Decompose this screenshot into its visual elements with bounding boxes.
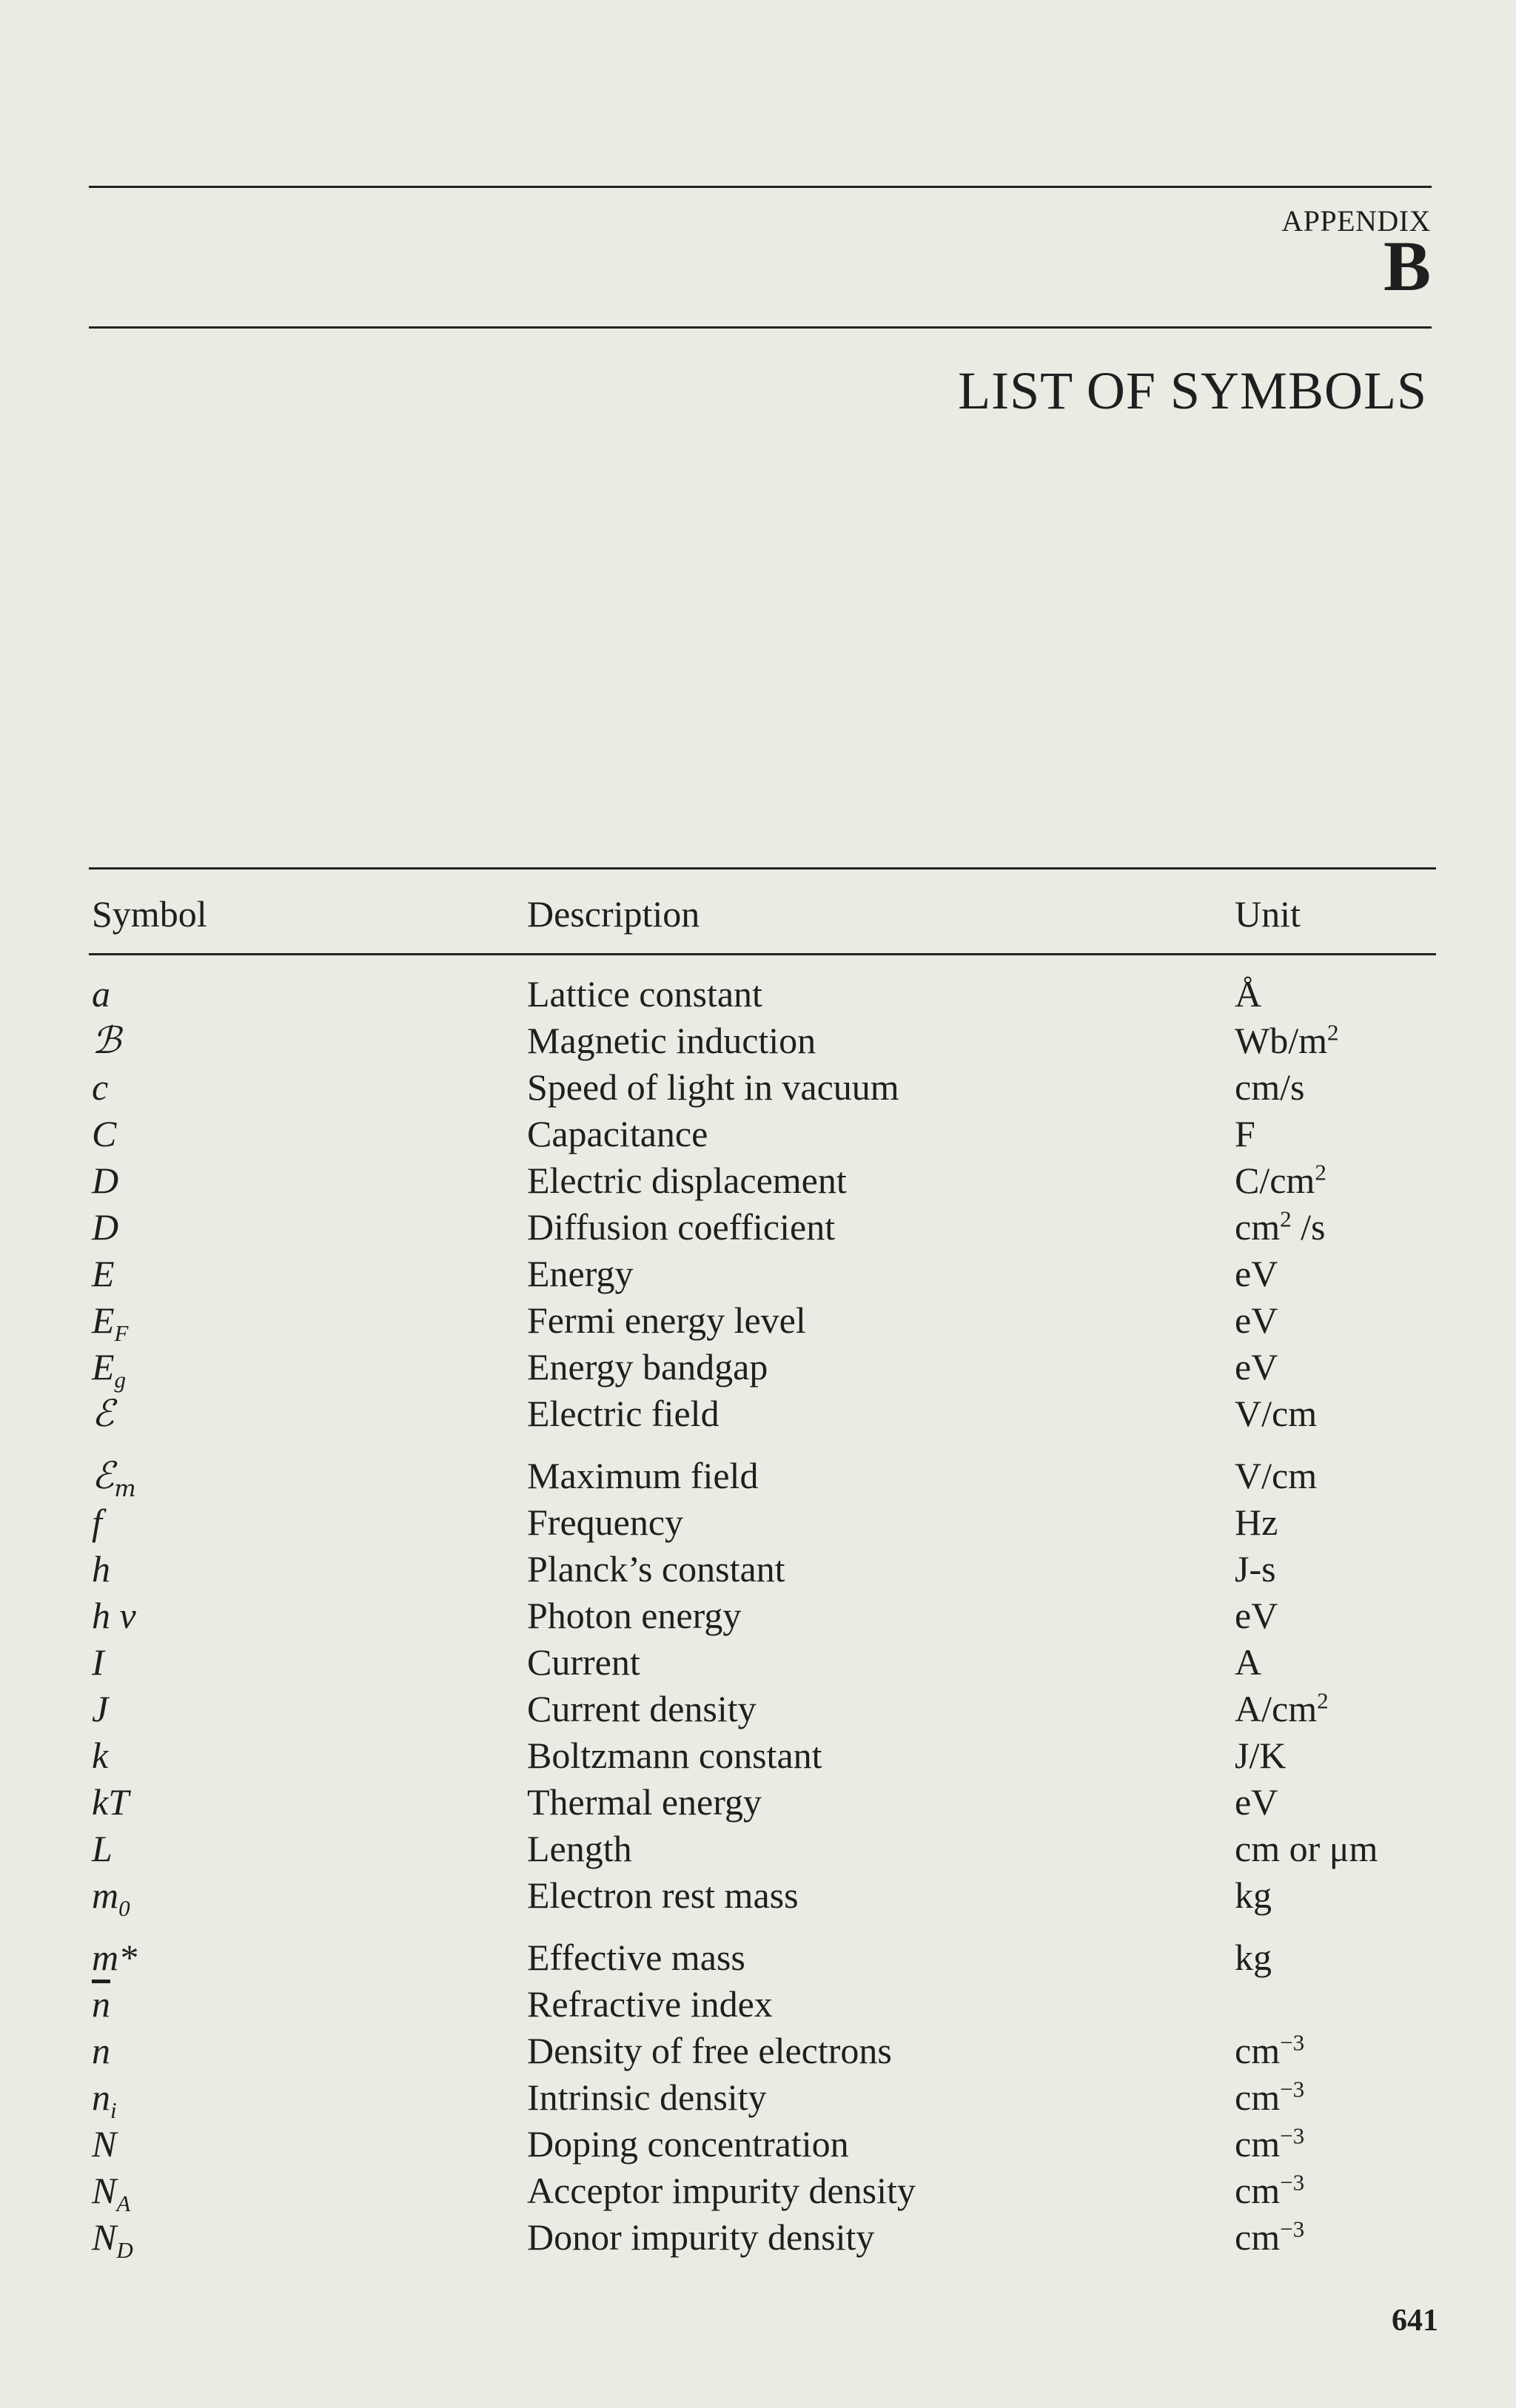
description-cell: Intrinsic density bbox=[527, 2076, 767, 2118]
symbol-cell: ℬ bbox=[92, 1019, 121, 1062]
unit-cell: A bbox=[1235, 1641, 1262, 1683]
table-row bbox=[0, 1872, 1516, 1919]
unit-cell: J-s bbox=[1235, 1548, 1276, 1590]
unit-cell: $A/cm^2$ bbox=[1235, 1687, 1329, 1729]
symbol-table-body bbox=[0, 971, 1516, 2261]
unit-cell: V/cm bbox=[1235, 1455, 1318, 1496]
page-number: 641 bbox=[1392, 2304, 1438, 2338]
symbol-cell: ℰ$_m$ bbox=[92, 1454, 136, 1502]
table-row bbox=[0, 1593, 1516, 1639]
description-cell: Refractive index bbox=[527, 1983, 773, 2025]
table-row bbox=[0, 971, 1516, 1018]
unit-cell: eV bbox=[1235, 1253, 1278, 1294]
table-row bbox=[0, 1251, 1516, 1297]
unit-cell: F bbox=[1235, 1113, 1255, 1154]
symbol-cell: $\overline{n}$ bbox=[92, 1983, 110, 2025]
description-cell: Planck’s constant bbox=[527, 1548, 785, 1590]
description-cell: Boltzmann constant bbox=[527, 1735, 822, 1776]
description-cell: Current density bbox=[527, 1688, 757, 1729]
symbol-cell: C bbox=[92, 1113, 117, 1154]
description-cell: Electric displacement bbox=[527, 1160, 847, 1201]
table-row bbox=[0, 2028, 1516, 2074]
unit-cell: Hz bbox=[1235, 1501, 1278, 1543]
unit-cell: cm or μm bbox=[1235, 1828, 1378, 1869]
table-row bbox=[0, 1111, 1516, 1157]
unit-cell: $cm^{-3}$ bbox=[1235, 2029, 1305, 2071]
description-cell: Effective mass bbox=[527, 1937, 745, 1978]
description-cell: Electric field bbox=[527, 1393, 720, 1434]
unit-cell: $cm^{-3}$ bbox=[1235, 2216, 1305, 2258]
column-header-symbol: Symbol bbox=[92, 893, 207, 935]
symbol-cell: I bbox=[92, 1641, 104, 1683]
table-row bbox=[0, 1732, 1516, 1779]
table-row bbox=[0, 1157, 1516, 1204]
description-cell: Donor impurity density bbox=[527, 2216, 875, 2258]
unit-cell: J/K bbox=[1235, 1735, 1287, 1776]
table-row bbox=[0, 2074, 1516, 2121]
description-cell: Acceptor impurity density bbox=[527, 2170, 916, 2211]
unit-cell: eV bbox=[1235, 1346, 1278, 1388]
symbol-cell: $N_D$ bbox=[92, 2216, 133, 2263]
description-cell: Electron rest mass bbox=[527, 1874, 799, 1916]
unit-cell: eV bbox=[1235, 1781, 1278, 1823]
unit-cell: kg bbox=[1235, 1874, 1272, 1916]
symbol-cell: m* bbox=[92, 1937, 138, 1978]
unit-cell: $cm^{-3}$ bbox=[1235, 2076, 1305, 2118]
unit-cell: eV bbox=[1235, 1299, 1278, 1341]
description-cell: Length bbox=[527, 1828, 632, 1869]
appendix-letter: B bbox=[1383, 226, 1431, 306]
symbol-cell: $n_i$ bbox=[92, 2076, 117, 2123]
symbol-cell: $m_0$ bbox=[92, 1874, 130, 1921]
symbol-cell: kT bbox=[92, 1781, 129, 1823]
unit-cell: $cm^2$ /s bbox=[1235, 1205, 1326, 1248]
table-row bbox=[0, 1981, 1516, 2028]
description-cell: Photon energy bbox=[527, 1595, 742, 1636]
symbol-cell: n bbox=[92, 2030, 110, 2071]
table-row bbox=[0, 2167, 1516, 2214]
table-row bbox=[0, 1686, 1516, 1732]
table-row bbox=[0, 1779, 1516, 1826]
top-rule bbox=[89, 186, 1432, 188]
unit-cell: cm/s bbox=[1235, 1066, 1305, 1108]
unit-cell: Å bbox=[1235, 973, 1262, 1015]
description-cell: Magnetic induction bbox=[527, 1020, 816, 1061]
table-row bbox=[0, 1934, 1516, 1981]
symbol-cell: f bbox=[92, 1501, 102, 1543]
description-cell: Maximum field bbox=[527, 1455, 759, 1496]
description-cell: Energy bandgap bbox=[527, 1346, 768, 1388]
symbol-cell: D bbox=[92, 1160, 119, 1201]
table-row bbox=[0, 1826, 1516, 1872]
unit-cell: kg bbox=[1235, 1937, 1272, 1978]
table-row bbox=[0, 1639, 1516, 1686]
column-header-unit: Unit bbox=[1235, 893, 1301, 935]
description-cell: Frequency bbox=[527, 1501, 684, 1543]
symbol-cell: ℰ bbox=[92, 1392, 115, 1435]
table-header-rule bbox=[89, 953, 1436, 955]
symbol-cell: h ν bbox=[92, 1595, 136, 1636]
description-cell: Lattice constant bbox=[527, 973, 762, 1015]
unit-cell: $Wb/m^2$ bbox=[1235, 1019, 1339, 1061]
symbol-cell: a bbox=[92, 973, 110, 1015]
description-cell: Diffusion coefficient bbox=[527, 1206, 836, 1248]
table-row bbox=[0, 1204, 1516, 1251]
table-row bbox=[0, 1344, 1516, 1393]
description-cell: Speed of light in vacuum bbox=[527, 1066, 899, 1108]
page-title: LIST OF SYMBOLS bbox=[958, 361, 1427, 420]
symbol-cell: $E_g$ bbox=[92, 1346, 127, 1393]
table-row bbox=[0, 1064, 1516, 1111]
table-top-rule bbox=[89, 867, 1436, 870]
symbol-cell: D bbox=[92, 1206, 119, 1248]
symbol-cell: k bbox=[92, 1735, 109, 1776]
symbol-cell: N bbox=[92, 2123, 117, 2165]
table-row bbox=[0, 1453, 1516, 1502]
table-row bbox=[0, 1499, 1516, 1546]
unit-cell: $cm^{-3}$ bbox=[1235, 2122, 1305, 2165]
description-cell: Current bbox=[527, 1641, 640, 1683]
unit-cell: $cm^{-3}$ bbox=[1235, 2169, 1305, 2211]
description-cell: Energy bbox=[527, 1253, 634, 1294]
symbol-cell: L bbox=[92, 1828, 113, 1869]
description-cell: Capacitance bbox=[527, 1113, 708, 1154]
symbol-cell: h bbox=[92, 1548, 110, 1590]
symbol-cell: J bbox=[92, 1688, 109, 1729]
unit-cell: $C/cm^2$ bbox=[1235, 1159, 1326, 1201]
unit-cell: V/cm bbox=[1235, 1393, 1318, 1434]
description-cell: Doping concentration bbox=[527, 2123, 849, 2165]
table-row bbox=[0, 2214, 1516, 2261]
description-cell: Density of free electrons bbox=[527, 2030, 892, 2071]
symbol-cell: E bbox=[92, 1253, 115, 1294]
table-row bbox=[0, 1018, 1516, 1064]
symbol-cell: $N_A$ bbox=[92, 2170, 131, 2216]
column-header-description: Description bbox=[527, 893, 700, 935]
table-row bbox=[0, 1546, 1516, 1593]
description-cell: Thermal energy bbox=[527, 1781, 762, 1823]
table-row bbox=[0, 2121, 1516, 2167]
table-row bbox=[0, 1297, 1516, 1344]
unit-cell: eV bbox=[1235, 1595, 1278, 1636]
symbol-cell: $E_F$ bbox=[92, 1299, 129, 1346]
table-row bbox=[0, 1390, 1516, 1437]
header-rule bbox=[89, 326, 1432, 329]
symbol-cell: c bbox=[92, 1066, 109, 1108]
description-cell: Fermi energy level bbox=[527, 1299, 806, 1341]
appendix-label: APPENDIX bbox=[1281, 204, 1431, 238]
